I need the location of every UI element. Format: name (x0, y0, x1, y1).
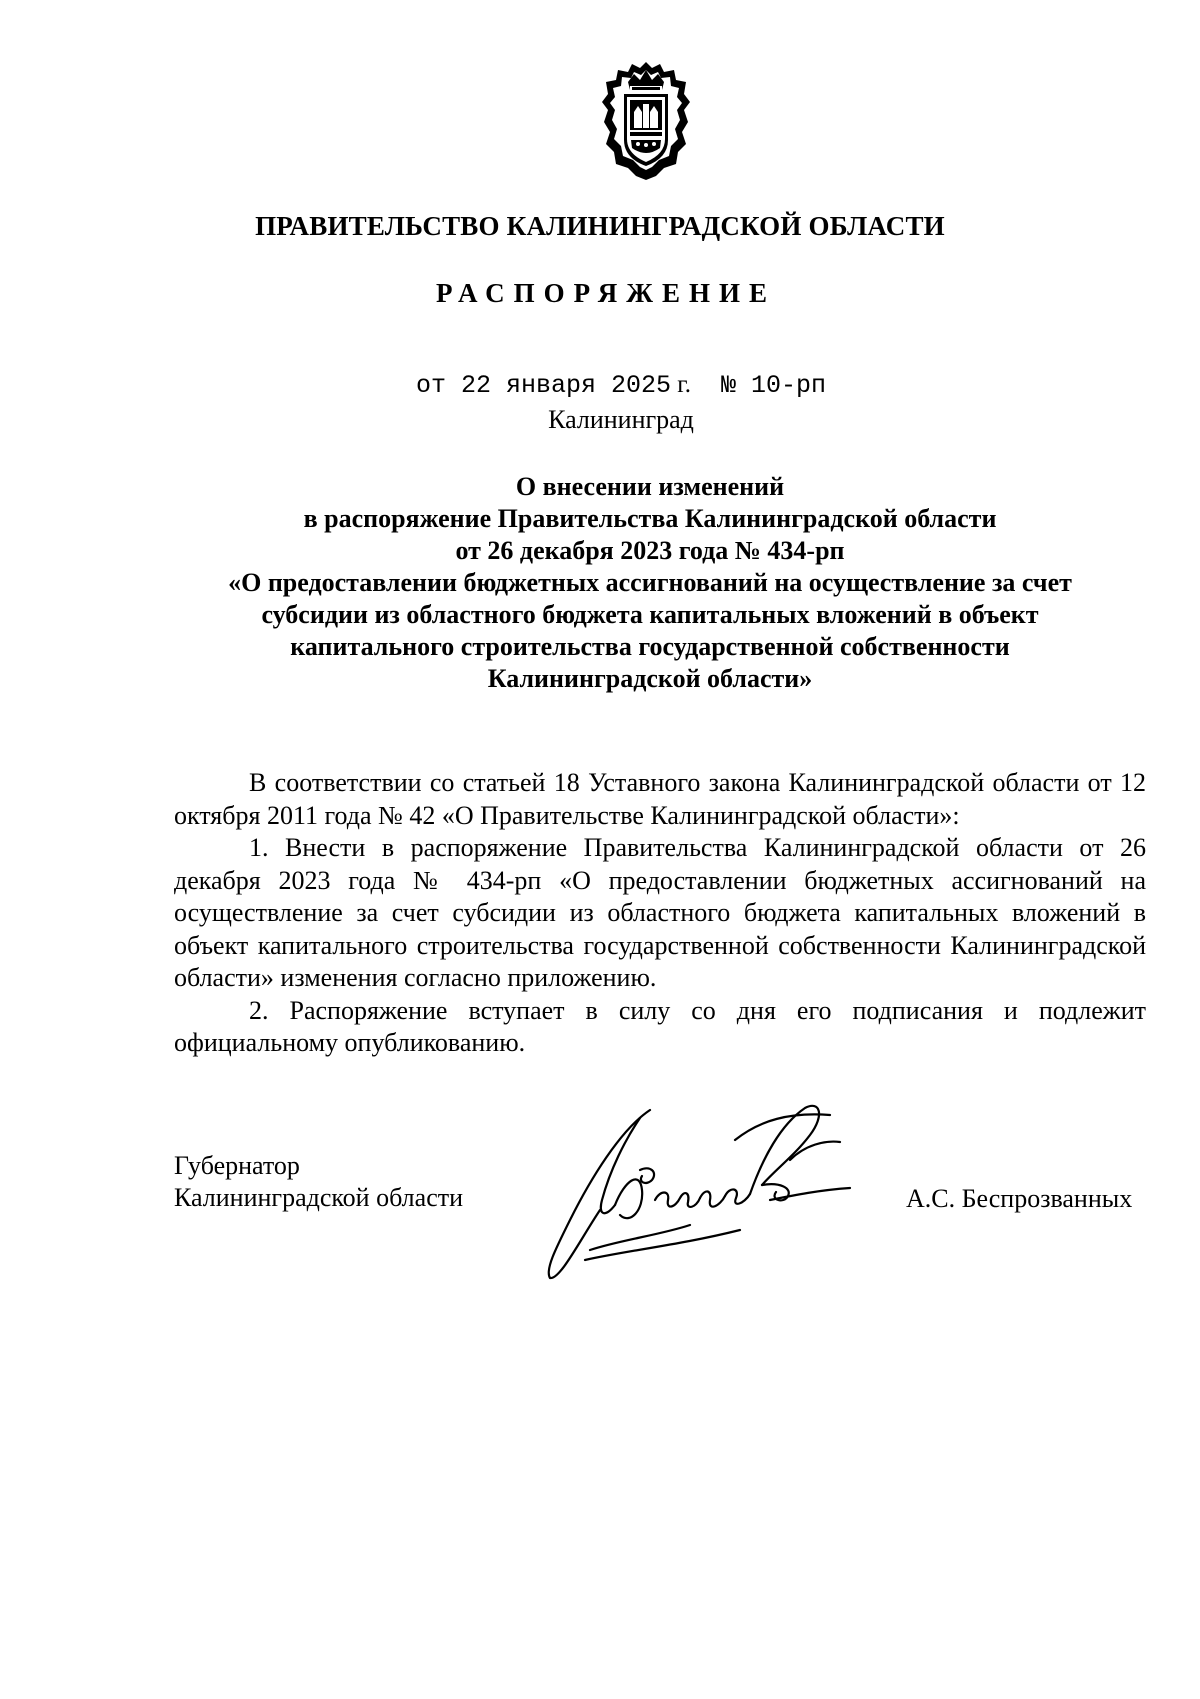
document-date: от 22 января 2025 (415, 371, 672, 400)
handwritten-signature-icon (530, 1100, 890, 1300)
subject-line: О внесении изменений (515, 472, 785, 501)
document-body (174, 767, 1146, 1060)
subject-line: в распоряжение Правительства Калининградской области (303, 504, 997, 533)
signatory-position (174, 1150, 463, 1214)
subject-line: Калининградской области» (487, 664, 813, 693)
preamble-paragraph: В соответствии со статьей 18 Уставного закона Калининградской области от 12 октября 2011 года № 42 «О Правительстве Калининградской области»: (174, 768, 1146, 830)
subject-line: капитального строительства государственной собственности (290, 632, 1010, 661)
subject-line: субсидии из областного бюджета капитальных вложений в объект (261, 600, 1039, 629)
document-subject (180, 471, 1120, 695)
document-number: № 10-рп (720, 371, 827, 400)
document-type: РАСПОРЯЖЕНИЕ (435, 278, 777, 308)
position-line: Калининградской области (174, 1183, 464, 1212)
government-title: ПРАВИТЕЛЬСТВО КАЛИНИНГРАДСКОЙ ОБЛАСТИ (255, 211, 945, 241)
year-suffix: г. (677, 371, 691, 398)
signatory-name: А.С. Беспрозванных (906, 1184, 1133, 1213)
subject-line: «О предоставлении бюджетных ассигнований на осуществление за счет (228, 568, 1072, 597)
subject-line: от 26 декабря 2023 года № 434-рп (455, 536, 845, 565)
item-1-paragraph: 1. Внести в распоряжение Правительства Калининградской области от 26 декабря 2023 года № 434-рп «О предоставлении бюджетных ассигнований на осуществление за счет субсидии из областного бюджета капитальных вложений в объект капитального строительства государственной собственности Калининградской области» изменения согласно приложению. (174, 833, 1146, 992)
coat-of-arms-icon (600, 60, 692, 182)
document-date-number (0, 371, 1200, 400)
city: Калининград (548, 405, 694, 434)
item-2-paragraph: 2. Распоряжение вступает в силу со дня его подписания и подлежит официальному опубликованию. (174, 995, 1146, 1057)
position-line: Губернатор (174, 1151, 300, 1180)
